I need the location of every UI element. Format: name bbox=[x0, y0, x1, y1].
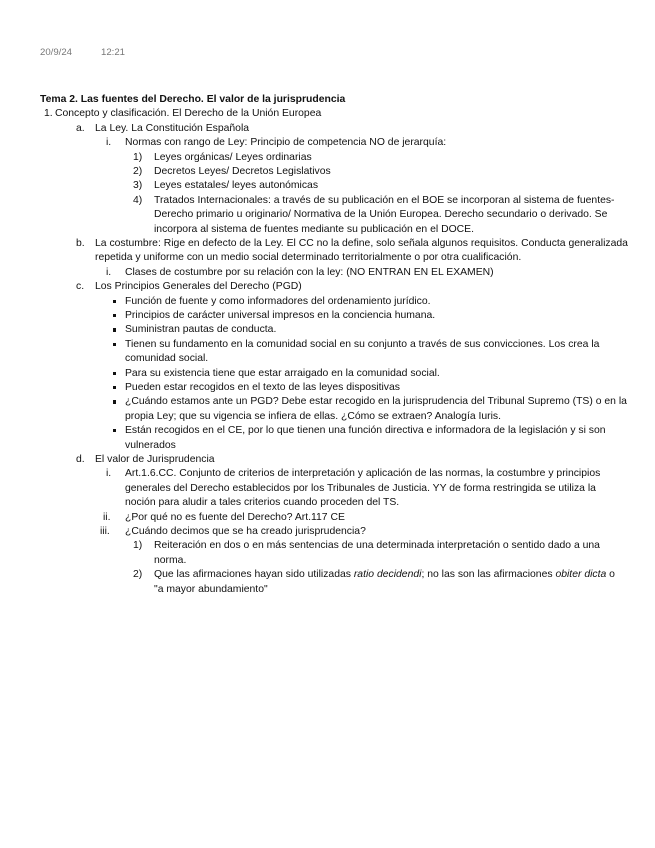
a-item-4-line-2: Derecho primario u originario/ Normativa de la Unión Europea. Derecho secundario o derivado. Se bbox=[154, 209, 608, 221]
a-i-marker: i. bbox=[106, 137, 112, 149]
bullet-3-dot bbox=[113, 328, 116, 331]
bullet-8-dot bbox=[113, 429, 116, 432]
d-text: El valor de Jurisprudencia bbox=[95, 454, 215, 465]
c-bullet-7-line-1: ¿Cuándo estamos ante un PGD? Debe estar recogido en la jurisprudencia del Tribunal Supremo (TS) o en la bbox=[125, 396, 627, 408]
d-item-1-line-2: norma. bbox=[154, 554, 187, 566]
header-time: 12:21 bbox=[101, 47, 126, 58]
d-i-line-3: noción para aludir a tales criterios cuando proceden del TS. bbox=[125, 497, 400, 509]
c-bullet-6: Pueden estar recogidos en el texto de las leyes dispositivas bbox=[125, 382, 400, 393]
document-title: Tema 2. Las fuentes del Derecho. El valor de la jurisprudencia bbox=[40, 94, 346, 105]
a-text: La Ley. La Constitución Española bbox=[95, 122, 250, 134]
header-date: 20/9/24 bbox=[40, 47, 73, 58]
bullet-2-dot bbox=[113, 314, 116, 317]
bullet-4-dot bbox=[113, 343, 116, 346]
bullet-7-dot bbox=[113, 400, 116, 403]
a-item-3-text: Leyes estatales/ leyes autonómicas bbox=[154, 180, 319, 192]
section-1-marker: 1. bbox=[44, 108, 53, 120]
c-bullet-4-line-2: comunidad social. bbox=[125, 353, 209, 365]
a-marker: a. bbox=[76, 122, 85, 134]
c-bullet-8-line-1: Están recogidos en el CE, por lo que tienen una función directiva e informadora de la legislación y si son bbox=[125, 425, 606, 437]
d-ii-marker: ii. bbox=[103, 511, 111, 523]
c-bullet-2: Principios de carácter universal impresos en la conciencia humana. bbox=[125, 310, 436, 321]
b-i-marker: i. bbox=[106, 266, 112, 278]
d-item-2-line-1 bbox=[154, 568, 615, 582]
d-marker: d. bbox=[76, 454, 85, 465]
d-i-line-2: generales del Derecho establecidos por los Tribunales de Justicia. YY de forma restringida se utiliza la bbox=[125, 482, 596, 494]
c-text: Los Principios Generales del Derecho (PGD) bbox=[95, 281, 302, 293]
d-item-1-line-1: Reiteración en dos o en más sentencias de una determinada interpretación o sentido dado a una bbox=[154, 540, 600, 552]
bullet-5-dot bbox=[113, 372, 116, 375]
a-item-1-text: Leyes orgánicas/ Leyes ordinarias bbox=[154, 151, 312, 163]
b-line-1: La costumbre: Rige en defecto de la Ley. El CC no la define, solo señala algunos requisitos. Conducta generalizada bbox=[95, 238, 628, 249]
bullet-6-dot bbox=[113, 386, 116, 389]
d-item-2-line-2: "a mayor abundamiento" bbox=[154, 583, 268, 595]
b-i-text: Clases de costumbre por su relación con la ley: (NO ENTRAN EN EL EXAMEN) bbox=[125, 266, 494, 278]
d-iii-text: ¿Cuándo decimos que se ha creado jurisprudencia? bbox=[125, 526, 366, 537]
a-item-2-text: Decretos Leyes/ Decretos Legislativos bbox=[154, 166, 331, 177]
b-line-2: repetida y uniforme con un medio social determinado territorialmente o por otra cualificación. bbox=[95, 252, 522, 264]
c-marker: c. bbox=[76, 281, 85, 293]
a-i-text: Normas con rango de Ley: Principio de competencia NO de jerarquía: bbox=[125, 137, 447, 149]
d-i-marker: i. bbox=[106, 468, 112, 480]
c-bullet-8-line-2: vulnerados bbox=[125, 439, 176, 451]
c-bullet-3: Suministran pautas de conducta. bbox=[125, 324, 277, 336]
d-item-2-marker: 2) bbox=[133, 569, 143, 581]
c-bullet-1: Función de fuente y como informadores del ordenamiento jurídico. bbox=[125, 295, 431, 307]
d-item-1-marker: 1) bbox=[133, 540, 143, 552]
a-item-4-marker: 4) bbox=[133, 194, 143, 206]
c-bullet-5: Para su existencia tiene que estar arraigado en la comunidad social. bbox=[125, 367, 440, 379]
b-marker: b. bbox=[76, 238, 85, 249]
d-item-2-text-e: o bbox=[606, 569, 615, 581]
a-item-1-marker: 1) bbox=[133, 151, 143, 163]
c-bullet-4-line-1: Tienen su fundamento en la comunidad social en su conjunto a través de sus convicciones. Los crea la bbox=[125, 338, 600, 350]
d-item-2-obiter-dicta: obiter dicta bbox=[555, 569, 607, 581]
d-i-line-1: Art.1.6.CC. Conjunto de criterios de interpretación y aplicación de las normas, la costumbre y principios bbox=[125, 468, 601, 480]
a-item-4-line-3: incorpora al sistema de fuentes mediante su publicación en el DOCE. bbox=[154, 223, 474, 235]
a-item-4-line-1: Tratados Internacionales: a través de su publicación en el BOE se incorporan al sistema de fuentes- bbox=[154, 194, 615, 206]
d-item-2-ratio-decidendi: ratio decidendi bbox=[353, 569, 422, 581]
d-item-2-text-a: Que las afirmaciones hayan sido utilizadas bbox=[154, 569, 354, 581]
a-item-3-marker: 3) bbox=[133, 180, 143, 192]
section-1-text: Concepto y clasificación. El Derecho de la Unión Europea bbox=[55, 108, 322, 120]
c-bullet-7-line-2: propia Ley; que su vigencia se infiera de ellas. ¿Cómo se extraen? Analogía Iuris. bbox=[125, 410, 502, 422]
d-iii-marker: iii. bbox=[100, 526, 110, 537]
bullet-1-dot bbox=[113, 300, 116, 303]
d-item-2-text-c: ; no las son las afirmaciones bbox=[421, 569, 556, 581]
a-item-2-marker: 2) bbox=[133, 166, 143, 177]
d-ii-text: ¿Por qué no es fuente del Derecho? Art.117 CE bbox=[125, 511, 345, 523]
